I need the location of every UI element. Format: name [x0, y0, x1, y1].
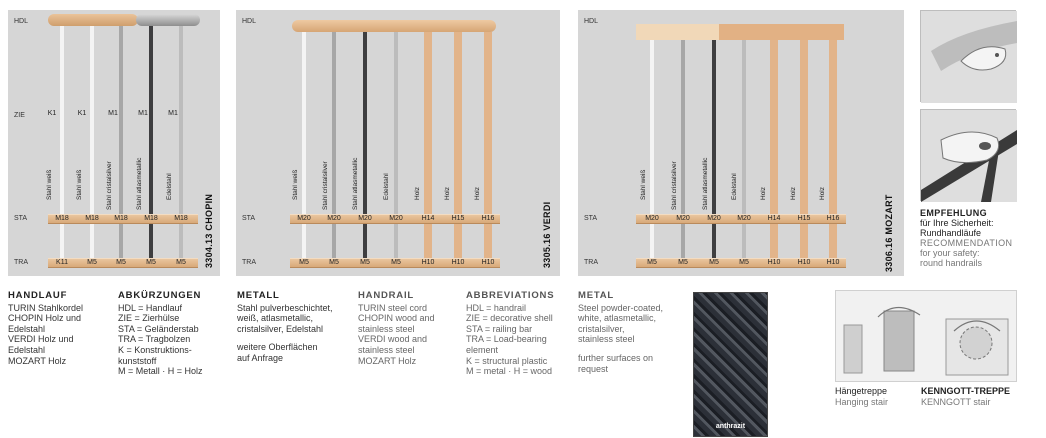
baluster: [90, 26, 94, 266]
metal-line: stainless steel: [578, 334, 635, 345]
row-label-sta: STA: [14, 215, 28, 222]
tra-tag: M5: [678, 259, 688, 266]
baluster: [800, 40, 808, 266]
baluster: [302, 32, 306, 266]
sta-tag: M20: [358, 215, 372, 222]
baluster-label: Stahl cristalsilver: [671, 161, 678, 210]
row-label-zie: ZIE: [14, 112, 25, 119]
baluster-label: Holz: [444, 186, 451, 200]
tra-tag: M5: [709, 259, 719, 266]
sta-tag: H15: [451, 215, 465, 222]
tra-tag: M5: [299, 259, 309, 266]
baluster: [770, 40, 778, 266]
handrail-block: [358, 291, 435, 366]
handlauf-block: [8, 291, 83, 366]
row-label-hdl: HDL: [584, 18, 599, 25]
metal-line: further surfaces on: [578, 352, 654, 363]
baluster: [742, 40, 746, 266]
sta-tag: M20: [645, 215, 659, 222]
tra-tag: M5: [739, 259, 749, 266]
steel-cord-sample: [693, 292, 768, 437]
baluster: [484, 32, 492, 266]
sta-tag: M18: [85, 215, 99, 222]
handrail-line: VERDI wood and: [358, 334, 428, 345]
abbr-title: ABBREVIATIONS: [466, 290, 555, 301]
tra-tag: M5: [176, 259, 186, 266]
baluster-label: Edelstahl: [731, 173, 738, 200]
stair-right-de: KENNGOTT-TREPPE: [921, 386, 1011, 396]
baluster: [424, 32, 432, 266]
row-label-sta: STA: [242, 215, 256, 222]
baluster: [60, 26, 64, 266]
metal-line: cristalsilver,: [578, 323, 625, 334]
safety-de-title: EMPFEHLUNG: [920, 208, 987, 218]
handrail-line: TURIN steel cord: [358, 302, 428, 313]
abbr-line: element: [466, 344, 499, 355]
handrail-line: stainless steel: [358, 344, 415, 355]
chopin-handrail-wood: [48, 14, 138, 26]
abk-line: kunststoff: [118, 355, 157, 366]
safety-de-line: für Ihre Sicherheit:: [920, 218, 994, 228]
zie-tag: M1: [168, 110, 178, 117]
baluster-label: Stahl weiß: [292, 169, 299, 200]
tra-tag: M5: [146, 259, 156, 266]
baluster-label: Stahl atlasmetallic: [702, 157, 709, 210]
abbr-line: M = metal · H = wood: [466, 366, 553, 377]
handrail-line: CHOPIN wood and: [358, 313, 435, 324]
abbr-line: HDL = handrail: [466, 302, 526, 313]
sta-tag: M18: [144, 215, 158, 222]
mozart-handrail: [636, 24, 844, 40]
handlauf-line: Edelstahl: [8, 323, 46, 334]
safety-de-line: Rundhandläufe: [920, 228, 982, 238]
sta-tag: H16: [481, 215, 495, 222]
baluster: [712, 40, 716, 266]
zie-tag: K1: [77, 110, 87, 117]
baluster: [119, 26, 123, 266]
baluster: [179, 26, 183, 266]
baluster-label: Holz: [474, 186, 481, 200]
abkuerzungen-block: [118, 291, 203, 377]
safety-recommendation: [920, 208, 1012, 268]
sta-tag: M20: [737, 215, 751, 222]
baluster: [332, 32, 336, 266]
baluster-label: Holz: [819, 186, 826, 200]
model-label-verdi: 3305.16 VERDI: [542, 201, 552, 268]
sta-tag: M20: [297, 215, 311, 222]
verdi-panel: [236, 10, 560, 276]
sta-tag: M18: [114, 215, 128, 222]
sta-tag: M20: [676, 215, 690, 222]
row-label-tra: TRA: [242, 259, 256, 266]
baluster-label: Stahl atlasmetallic: [352, 157, 359, 210]
safety-en-line: for your safety:: [920, 248, 980, 258]
metall-title: METALL: [237, 290, 280, 301]
abk-line: TRA = Tragbolzen: [118, 334, 191, 345]
verdi-handrail: [292, 20, 496, 32]
abbreviations-block: [466, 291, 554, 377]
baluster-label: Holz: [414, 186, 421, 200]
baluster: [454, 32, 462, 266]
baluster: [149, 26, 153, 266]
stair-handrail-comparison-icon: [836, 291, 1018, 383]
tra-tag: M5: [329, 259, 339, 266]
metall-line: cristalsilver, Edelstahl: [237, 323, 324, 334]
abbr-line: STA = railing bar: [466, 323, 533, 334]
tra-tag: H10: [797, 259, 811, 266]
mozart-panel: [578, 10, 904, 276]
baluster-label: Stahl atlasmetallic: [136, 157, 143, 210]
row-label-tra: TRA: [14, 259, 28, 266]
handrail-title: HANDRAIL: [358, 290, 415, 301]
baluster-label: Edelstahl: [383, 173, 390, 200]
sta-tag: M18: [55, 215, 69, 222]
zie-tag: M1: [138, 110, 148, 117]
tra-tag: M5: [360, 259, 370, 266]
abk-title: ABKÜRZUNGEN: [118, 290, 202, 301]
model-label-mozart: 3306.16 MOZART: [884, 194, 894, 272]
abbr-line: K = structural plastic: [466, 355, 548, 366]
handlauf-line: VERDI Holz und: [8, 334, 74, 345]
handrail-grip-image-bottom: [920, 109, 1016, 201]
zie-tag: M1: [108, 110, 118, 117]
safety-en-title: RECOMMENDATION: [920, 238, 1013, 248]
baluster: [394, 32, 398, 266]
row-label-hdl: HDL: [242, 18, 257, 25]
tra-tag: K11: [56, 259, 68, 266]
abk-line: STA = Geländerstab: [118, 323, 199, 334]
metall-line: Stahl pulverbeschichtet,: [237, 302, 333, 313]
stair-left-en: Hanging stair: [835, 397, 889, 407]
safety-en-line: round handrails: [920, 258, 983, 268]
baluster-label: Stahl weiß: [640, 169, 647, 200]
tra-tag: H10: [421, 259, 435, 266]
baluster: [650, 40, 654, 266]
sta-tag: H15: [797, 215, 811, 222]
tra-tag: M5: [87, 259, 97, 266]
baluster: [829, 40, 837, 266]
baluster-label: Stahl weiß: [46, 169, 53, 200]
stair-type-illustration: [835, 290, 1017, 382]
tra-tag: H10: [451, 259, 465, 266]
baluster: [363, 32, 367, 266]
metal-title: METAL: [578, 290, 615, 301]
sta-tag: H16: [826, 215, 840, 222]
row-label-hdl: HDL: [14, 18, 29, 25]
tra-tag: H10: [481, 259, 495, 266]
metal-line: white, atlasmetallic,: [578, 313, 657, 324]
baluster-label: Stahl cristalsilver: [106, 161, 113, 210]
hand-gripping-round-handrail-icon: [921, 110, 1017, 202]
tra-tag: M5: [116, 259, 126, 266]
handlauf-line: TURIN Stahlkordel: [8, 302, 84, 313]
metall-block: [237, 291, 333, 364]
handrail-grip-image-top: [920, 10, 1016, 102]
sta-tag: M18: [174, 215, 188, 222]
zie-tag: K1: [47, 110, 57, 117]
baluster: [681, 40, 685, 266]
chopin-handrail-steel: [136, 14, 200, 26]
abbr-line: TRA = Load-bearing: [466, 334, 547, 345]
handlauf-line: MOZART Holz: [8, 355, 67, 366]
handlauf-line: CHOPIN Holz und: [8, 313, 82, 324]
sta-tag: H14: [421, 215, 435, 222]
sta-tag: H14: [767, 215, 781, 222]
baluster-label: Edelstahl: [166, 173, 173, 200]
row-label-tra: TRA: [584, 259, 598, 266]
metall-line: weiß, atlasmetallic,: [237, 313, 314, 324]
tra-tag: M5: [391, 259, 401, 266]
row-label-sta: STA: [584, 215, 598, 222]
stair-left-de: Hängetreppe: [835, 386, 888, 396]
metal-block: [578, 291, 663, 374]
tra-tag: H10: [826, 259, 840, 266]
handlauf-line: Edelstahl: [8, 344, 46, 355]
model-label-chopin: 3304.13 CHOPIN: [204, 193, 214, 268]
sta-tag: M20: [327, 215, 341, 222]
chopin-panel: [8, 10, 220, 276]
rope-color-label: anthrazit: [715, 423, 746, 430]
stair-right-en: KENNGOTT stair: [921, 397, 991, 407]
handrail-line: MOZART Holz: [358, 355, 417, 366]
tra-tag: M5: [647, 259, 657, 266]
hand-on-handrail-icon: [921, 11, 1017, 103]
abk-line: ZIE = Zierhülse: [118, 313, 180, 324]
abk-line: M = Metall · H = Holz: [118, 366, 203, 377]
handrail-line: stainless steel: [358, 323, 415, 334]
sta-tag: M20: [707, 215, 721, 222]
baluster-label: Holz: [790, 186, 797, 200]
baluster-label: Stahl weiß: [76, 169, 83, 200]
abk-line: K = Konstruktions-: [118, 344, 192, 355]
metall-line: auf Anfrage: [237, 352, 284, 363]
baluster-label: Stahl cristalsilver: [322, 161, 329, 210]
sta-tag: M20: [389, 215, 403, 222]
handlauf-title: HANDLAUF: [8, 290, 68, 301]
baluster-label: Holz: [760, 186, 767, 200]
abk-line: HDL = Handlauf: [118, 302, 182, 313]
metal-line: Steel powder-coated,: [578, 302, 664, 313]
abbr-line: ZIE = decorative shell: [466, 313, 553, 324]
metal-line: request: [578, 363, 609, 374]
metall-line: weitere Oberflächen: [237, 342, 318, 353]
tra-tag: H10: [767, 259, 781, 266]
